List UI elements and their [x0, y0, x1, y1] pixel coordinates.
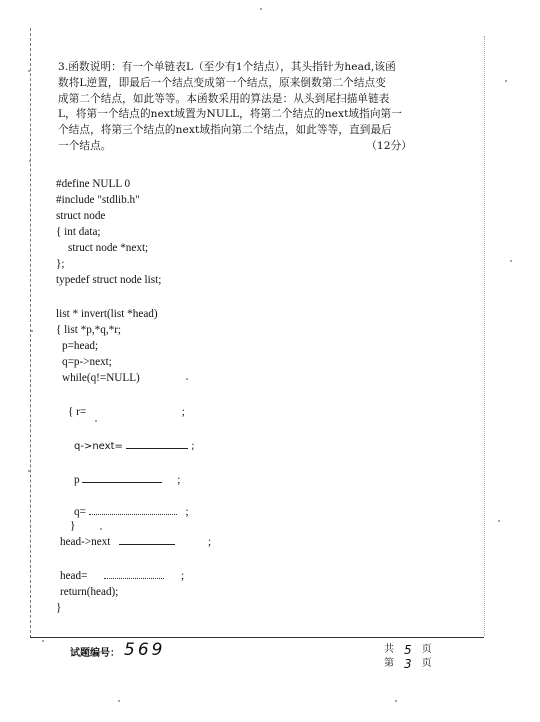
page-value: 3 [404, 657, 412, 671]
semicolon: ; [181, 570, 185, 582]
exam-number: 569 [124, 640, 166, 660]
total-pages-row [384, 643, 432, 657]
code-return: return(head); [60, 586, 119, 598]
problem-line: 成第二个结点，如此等等。本函数采用的算法是：从头到尾扫描单链表 [58, 92, 390, 105]
code-struct-decl: struct node [56, 210, 106, 222]
semicolon: ; [191, 441, 195, 452]
page-label: 第 [384, 658, 394, 669]
page-count [384, 643, 432, 671]
bottom-rule [30, 637, 484, 638]
semicolon: ; [181, 406, 185, 418]
semicolon: ; [208, 536, 212, 548]
code-struct-close: }; [56, 258, 65, 270]
blank-2[interactable] [126, 438, 188, 449]
problem-line-end: 一个结点。 [58, 139, 112, 152]
code-head-assign: head= [60, 570, 88, 582]
total-unit: 页 [421, 644, 432, 655]
code-loop-line-p [74, 472, 180, 488]
problem-description [58, 60, 446, 155]
code-struct-open: { int data; [56, 226, 101, 238]
semicolon: ; [177, 474, 181, 486]
code-typedef: typedef struct node list; [56, 274, 162, 286]
page-unit: 页 [421, 658, 432, 669]
code-include: #include "stdlib.h" [56, 194, 140, 206]
code-struct-member: struct node *next; [68, 242, 149, 254]
code-head-next-line [60, 534, 211, 550]
semicolon: ; [185, 506, 189, 518]
left-border [30, 28, 31, 638]
problem-line: 数将L逆置，即最后一个结点变成第一个结点，原来倒数第二个结点变 [58, 76, 386, 89]
code-loop-open: { r= [68, 406, 87, 418]
problem-line: 3.函数说明：有一个单链表L（至少有1个结点），其头指针为head,该函 [58, 61, 396, 73]
code-func-open: { list *p,*q,*r; [56, 324, 122, 336]
right-border [484, 36, 485, 636]
exam-number-label: 试题编号： [70, 648, 120, 659]
code-while: while(q!=NULL) [62, 372, 140, 384]
code-q-assign: q=p->next; [62, 356, 112, 368]
code-p: p [74, 474, 80, 486]
code-loop-close: } [70, 520, 76, 532]
total-value: 5 [404, 643, 412, 657]
code-q-next: q->next= [74, 441, 123, 452]
blank-4[interactable] [89, 504, 177, 515]
blank-5[interactable] [119, 534, 175, 545]
problem-line: 个结点，将第三个结点的next域指向第二个结点，如此等等，直到最后 [58, 124, 392, 137]
blank-3[interactable] [82, 472, 162, 483]
code-head-next: head->next [60, 536, 111, 548]
code-loop-line-q [74, 504, 189, 520]
code-func-close: } [56, 602, 62, 614]
total-label: 共 [384, 644, 394, 655]
blank-6[interactable] [104, 568, 164, 579]
code-loop-line-r [68, 404, 185, 420]
code-define: #define NULL 0 [56, 178, 131, 190]
code-loop-line-next [74, 438, 195, 455]
current-page-row [384, 657, 432, 671]
problem-line: L，将第一个结点的next域置为NULL，将第二个结点的next域指向第一 [58, 108, 402, 121]
code-func-signature: list * invert(list *head) [56, 308, 158, 320]
problem-last-line [58, 139, 446, 155]
code-head-assign-line [60, 568, 184, 584]
problem-score: （12分） [366, 139, 412, 152]
code-q: q= [74, 506, 86, 518]
code-p-assign: p=head; [62, 340, 99, 352]
